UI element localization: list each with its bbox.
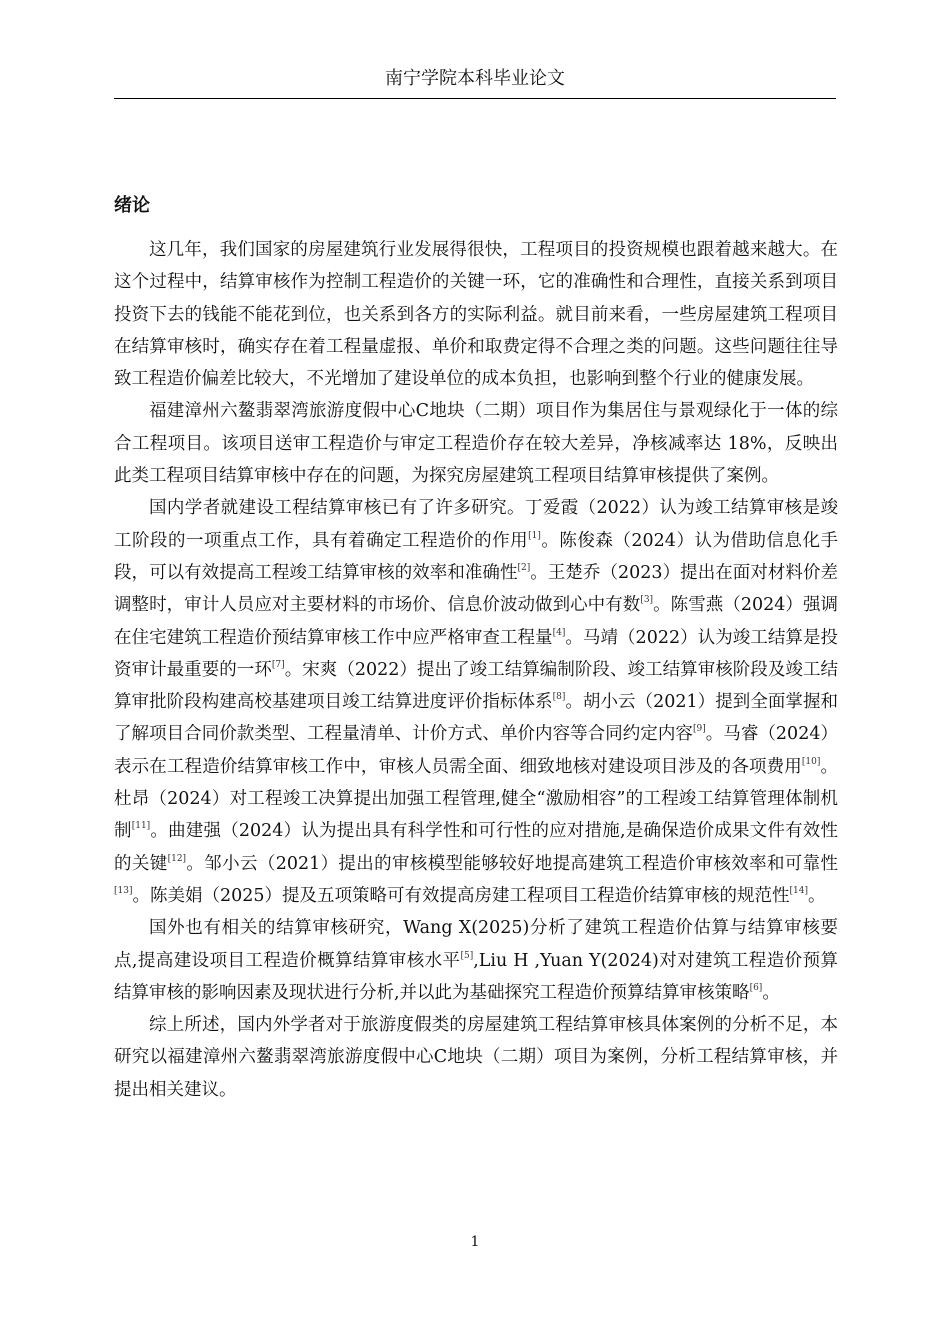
text-run: 。宋爽（2022）提出了竣工结算编制阶段、竣工结算审核阶段及竣工结算审批阶段构建高校基建项目竣工结算进度评价指标体系 [114,659,839,713]
paragraph-2: 福建漳州六鳌翡翠湾旅游度假中心C地块（二期）项目作为集居住与景观绿化于一体的综合工程项目。该项目送审工程造价与审定工程造价存在较大差异，净核减率达 18%，反映出此类工程项目结算审核中存在的问题，为探究房屋建筑工程项目结算审核提供了案例。 [114,401,838,487]
text-run: ,Liu H ,Yuan Y(2024)对对建筑工程造价预算结算审核的影响因素及现状进行分析,并以此为基础探究工程造价预算结算审核策略 [114,950,838,1003]
text-run: 。曲建强（2024）认为提出具有科学性和可行性的应对措施,是确保造价成果文件有效性的关键 [114,821,838,874]
paragraph-3 [114,492,838,912]
citation-ref: [6] [749,982,763,993]
citation-ref: [1] [528,530,541,541]
text-run: 国外也有相关的结算审核研究，Wang X(2025)分析了建筑工程造价估算与结算审核要点,提高建设项目工程造价概算结算审核水平 [114,918,838,971]
paragraph-5: 综上所述，国内外学者对于旅游度假类的房屋建筑工程结算审核具体案例的分析不足，本研究以福建漳州六鳌翡翠湾旅游度假中心C地块（二期）项目为案例，分析工程结算审核，并提出相关建议。 [114,1015,838,1100]
paragraph-4 [114,912,838,1009]
text-run: 。陈雪燕（2024）强调在住宅建筑工程造价预结算审核工作中应严格审查工程量 [114,595,838,648]
citation-ref: [11] [131,821,151,832]
citation-ref: [8] [552,692,566,703]
citation-ref: [14] [789,885,809,896]
page-header-title: 南宁学院本科毕业论文 [385,68,565,89]
text-run: 。 [762,982,780,1003]
text-run: 。胡小云（2021）提到全面掌握和了解项目合同价款类型、工程量清单、计价方式、单价内容等合同约定内容 [114,692,838,745]
paragraph-1: 这几年，我们国家的房屋建筑行业发展得很快，工程项目的投资规模也跟着越来越大。在这个过程中，结算审核作为控制工程造价的关键一环，它的准确性和合理性，直接关系到项目投资下去的钱能不能花到位，也关系到各方的实际利益。就目前来看，一些房屋建筑工程项目在结算审核时，确实存在着工程量虚报、单价和取费定得不合理之类的问题。这些问题往往导致工程造价偏差比较大，不光增加了建设单位的成本负担，也影响到整个行业的健康发展。 [114,240,838,390]
citation-ref: [4] [552,627,566,638]
page-number: 1 [470,1234,480,1250]
header-divider [114,98,836,99]
text-run: 国内学者就建设工程结算审核已有了许多研究。丁爱霞（2022）认为竣工结算审核是竣工阶段的一项重点工作，具有着确定工程造价的作用 [114,498,838,551]
citation-ref: [9] [692,724,706,735]
text-run: 。马靖（2022）认为竣工结算是投资审计最重要的一环 [114,627,838,680]
text-run: 。邹小云（2021）提出的审核模型能够较好地提高建筑工程造价审核效率和可靠性 [186,853,839,874]
text-run: 。王楚乔（2023）提出在面对材料价差调整时，审计人员应对主要材料的市场价、信息价波动做到心中有数 [114,562,838,616]
citation-ref: [10] [801,756,821,767]
text-run: 。陈俊森（2024）认为借助信息化手段，可以有效提高工程竣工结算审核的效率和准确性 [114,530,838,583]
text-run: 。马睿（2024）表示在工程造价结算审核工作中，审核人员需全面、细致地核对建设项目涉及的各项费用 [114,724,839,777]
text-run: 。 [808,885,826,906]
citation-ref: [12] [167,853,187,864]
citation-ref: [5] [460,950,474,961]
citation-ref: [3] [640,595,654,606]
citation-ref: [7] [271,659,285,670]
body-text [114,234,838,1106]
citation-ref: [13] [114,885,133,896]
citation-ref: [2] [517,562,531,573]
text-run: 。陈美娟（2025）提及五项策略可有效提高房建工程项目工程造价结算审核的规范性 [132,885,790,906]
section-heading: 绪论 [114,195,150,216]
text-run: 。杜昂（2024）对工程竣工决算提出加强工程管理,健全“激励相容”的工程竣工结算管理体制机制 [114,756,838,842]
